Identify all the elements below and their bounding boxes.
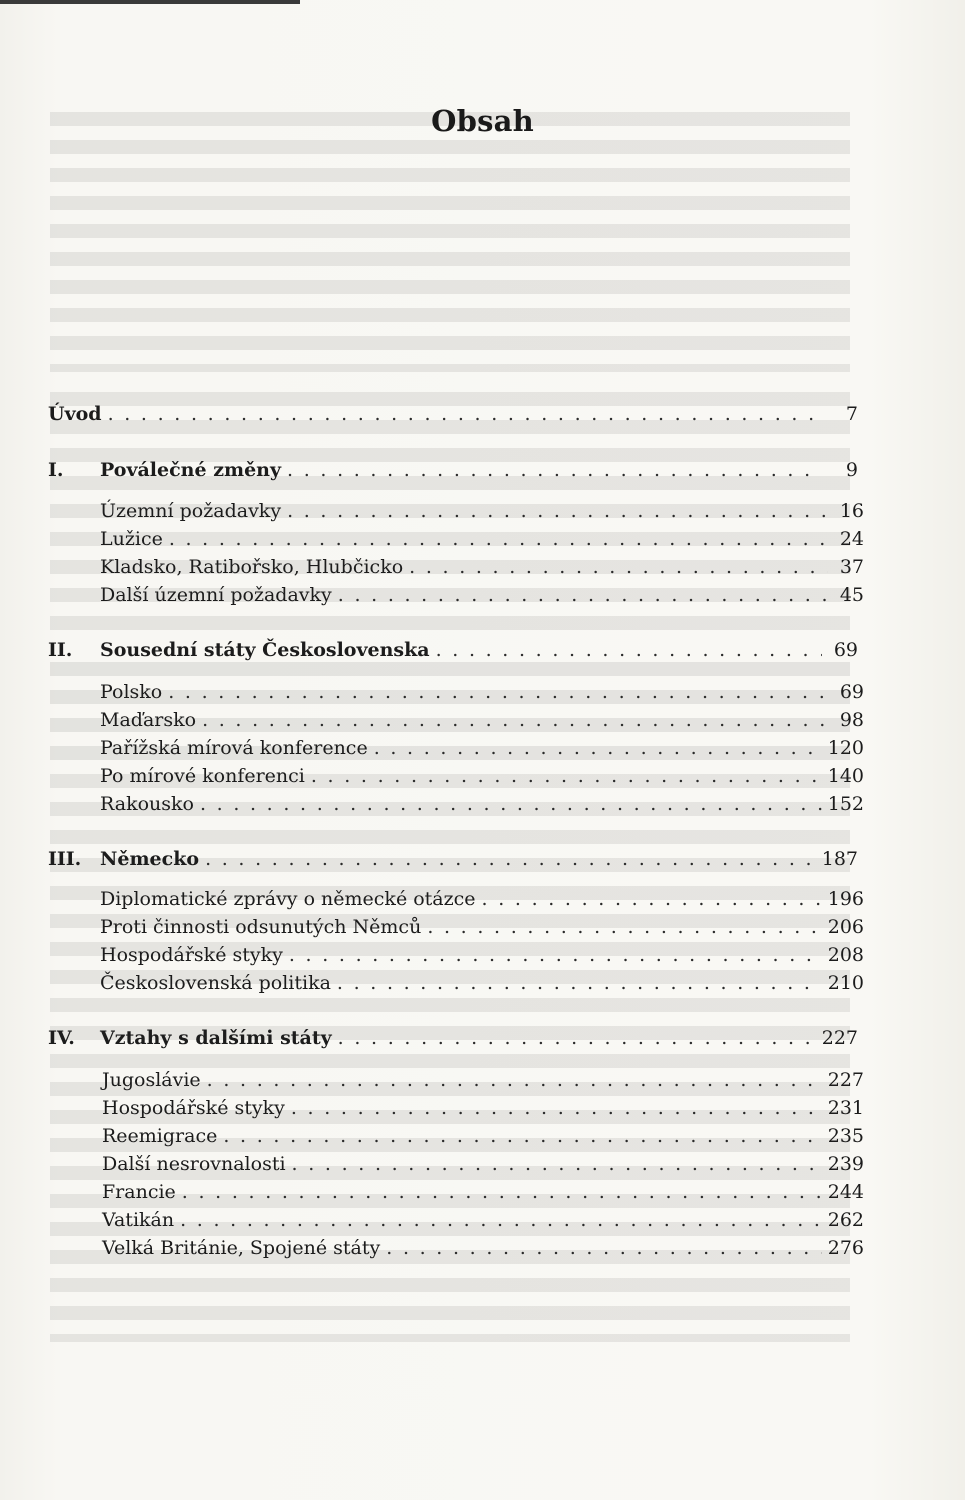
leader-dots	[287, 497, 828, 525]
toc-subentry[interactable]	[102, 1122, 864, 1150]
leader-dots	[386, 1234, 821, 1262]
subentry-title: Vatikán	[102, 1209, 175, 1231]
toc-page: 244	[827, 1181, 864, 1203]
toc-chapter-4[interactable]	[48, 1024, 858, 1052]
toc-subentry[interactable]	[102, 1066, 864, 1094]
subentry-title: Další nesrovnalosti	[102, 1153, 286, 1175]
toc-page: 227	[821, 1027, 858, 1049]
chapter-number: I.	[48, 459, 64, 481]
leader-dots	[180, 1206, 822, 1234]
toc-page: 227	[827, 1069, 864, 1091]
chapter-title: Německo	[100, 848, 200, 870]
leader-dots	[182, 1178, 822, 1206]
subentry-title: Pařížská mírová konference	[100, 737, 368, 759]
subentry-title: Hospodářské styky	[100, 944, 283, 966]
subentry-title: Územní požadavky	[100, 500, 282, 522]
subentry-title: Hospodářské styky	[102, 1097, 285, 1119]
leader-dots	[338, 1024, 816, 1052]
leader-dots	[337, 969, 822, 997]
subentry-title: Kladsko, Ratibořsko, Hlubčicko	[100, 556, 404, 578]
chapter-title: Sousední státy Československa	[100, 639, 430, 661]
toc-subentry[interactable]	[102, 1178, 864, 1206]
toc-page: 187	[821, 848, 858, 870]
toc-subentry[interactable]	[102, 1234, 864, 1262]
toc-subentry[interactable]	[100, 706, 864, 734]
subentry-title: Proti činnosti odsunutých Němců	[100, 916, 422, 938]
toc-page: 152	[827, 793, 864, 815]
toc-subentry[interactable]	[100, 941, 864, 969]
toc-page: 69	[833, 639, 858, 661]
chapter-number: II.	[48, 639, 73, 661]
subentry-title: Polsko	[100, 681, 163, 703]
toc-subentry[interactable]	[100, 790, 864, 818]
toc-label: Úvod	[48, 403, 102, 425]
toc-page: 140	[827, 765, 864, 787]
toc-subentry[interactable]	[100, 762, 864, 790]
toc-page: 69	[839, 681, 864, 703]
toc-page: 120	[827, 737, 864, 759]
chapter-number: III.	[48, 848, 82, 870]
leader-dots	[169, 525, 828, 553]
toc-chapter-1[interactable]	[48, 456, 858, 484]
toc-subentry[interactable]	[100, 497, 864, 525]
toc-page: 37	[839, 556, 864, 578]
toc-subentry[interactable]	[100, 969, 864, 997]
toc-subentry[interactable]	[100, 581, 864, 609]
toc-page: 9	[845, 459, 858, 481]
leader-dots	[200, 790, 822, 818]
subentry-title: Francie	[102, 1181, 176, 1203]
toc-page: 235	[827, 1125, 864, 1147]
page-top-edge	[0, 0, 300, 4]
toc-page: 196	[827, 888, 864, 910]
toc-page: 231	[827, 1097, 864, 1119]
subentry-title: Reemigrace	[102, 1125, 218, 1147]
toc-page: 206	[827, 916, 864, 938]
toc-chapter-3[interactable]	[48, 845, 858, 873]
subentry-title: Rakousko	[100, 793, 194, 815]
subentry-title: Velká Británie, Spojené státy	[102, 1237, 381, 1259]
leader-dots	[207, 1066, 822, 1094]
toc-page: 98	[839, 709, 864, 731]
leader-dots	[202, 706, 828, 734]
subentry-title: Maďarsko	[100, 709, 197, 731]
leader-dots	[374, 734, 822, 762]
leader-dots	[427, 913, 821, 941]
leader-dots	[338, 581, 828, 609]
chapter-number: IV.	[48, 1027, 75, 1049]
subentry-title: Po mírové konferenci	[100, 765, 305, 787]
toc-entry-intro[interactable]	[48, 400, 858, 428]
leader-dots	[436, 636, 822, 664]
toc-subentry[interactable]	[100, 885, 864, 913]
toc-page: 239	[827, 1153, 864, 1175]
leader-dots	[289, 941, 822, 969]
toc-subentry[interactable]	[102, 1094, 864, 1122]
leader-dots	[205, 845, 816, 873]
toc-subentry[interactable]	[100, 553, 864, 581]
toc-page: 276	[827, 1237, 864, 1259]
toc-subentry[interactable]	[102, 1150, 864, 1178]
leader-dots	[287, 456, 822, 484]
subentry-title: Diplomatické zprávy o německé otázce	[100, 888, 476, 910]
page-title: Obsah	[431, 104, 534, 138]
subentry-title: Jugoslávie	[102, 1069, 201, 1091]
toc-page: 16	[839, 500, 864, 522]
chapter-title: Poválečné změny	[100, 459, 282, 481]
toc-page: 208	[827, 944, 864, 966]
leader-dots	[292, 1150, 822, 1178]
toc-page: 7	[845, 403, 858, 425]
toc-subentry[interactable]	[100, 525, 864, 553]
toc-subentry[interactable]	[102, 1206, 864, 1234]
toc-page: 210	[827, 972, 864, 994]
toc-page: 45	[839, 584, 864, 606]
leader-dots	[311, 762, 822, 790]
subentry-title: Československá politika	[100, 972, 331, 994]
leader-dots	[108, 400, 822, 428]
leader-dots	[223, 1122, 821, 1150]
toc-subentry[interactable]	[100, 734, 864, 762]
toc-subentry[interactable]	[100, 678, 864, 706]
chapter-title: Vztahy s dalšími státy	[100, 1027, 332, 1049]
leader-dots	[291, 1094, 822, 1122]
toc-chapter-2[interactable]	[48, 636, 858, 664]
subentry-title: Lužice	[100, 528, 163, 550]
toc-page: 262	[827, 1209, 864, 1231]
leader-dots	[168, 678, 828, 706]
toc-page: 24	[839, 528, 864, 550]
leader-dots	[482, 885, 822, 913]
subentry-title: Další územní požadavky	[100, 584, 332, 606]
leader-dots	[409, 553, 828, 581]
toc-subentry[interactable]	[100, 913, 864, 941]
